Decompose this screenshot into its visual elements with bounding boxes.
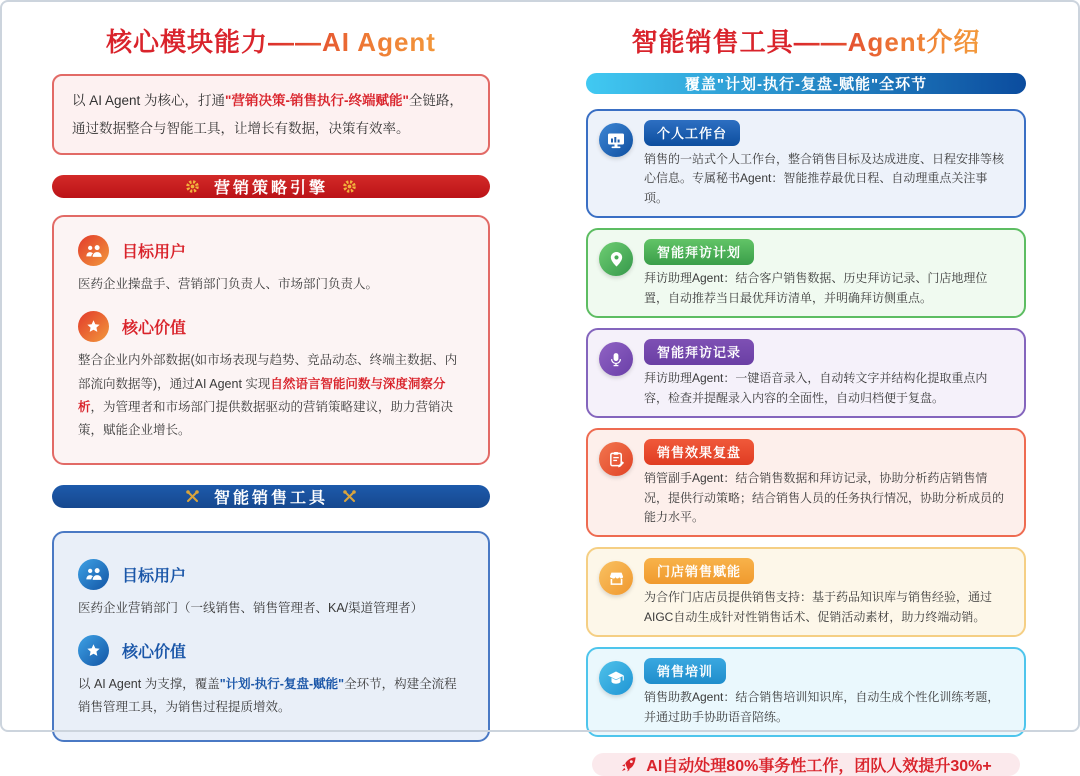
card-description: 销管副手Agent：结合销售数据和拜访记录，协助分析药店销售情况，提供行动策略；结合销售人员的任务执行情况，协助分析成员的能力水平。 <box>644 471 1005 524</box>
target-users-heading <box>78 235 464 266</box>
card-content <box>644 339 1011 408</box>
intro-box <box>52 74 490 155</box>
core-value-post: 全环节，构建全流程销售管理工具，为销售过程提质增效。 <box>78 677 457 715</box>
target-users-body: 医药企业营销部门（一线销售、销售管理者、KA/渠道管理者） <box>78 600 424 615</box>
card-content <box>644 120 1011 208</box>
clipboard-pencil-icon <box>599 442 633 476</box>
card-description: 拜访助理Agent：一键语音录入，自动转文字并结构化提取重点内容，检查并提醒录入内容的全面性，自动归档便于复盘。 <box>644 371 988 405</box>
card-description: 销售助教Agent：结合销售培训知识库，自动生成个性化训练考题，并通过助手协助语音陪练。 <box>644 690 1000 724</box>
monitor-icon <box>599 123 633 157</box>
card-description: 拜访助理Agent：结合客户销售数据、历史拜访记录、门店地理位置，自动推荐当日最优拜访清单，并明确拜访侧重点。 <box>644 271 988 305</box>
card-smart-visit-plan <box>586 228 1026 318</box>
card-description: 为合作门店店员提供销售支持：基于药品知识库与销售经验，通过AIGC自动生成针对性销售话术、促销活动素材，助力终端动销。 <box>644 590 993 624</box>
right-column <box>586 22 1026 776</box>
card-personal-workbench <box>586 109 1026 218</box>
core-value-body <box>78 349 464 442</box>
card-sales-review <box>586 428 1026 537</box>
gear-icon <box>185 179 200 194</box>
card-badge: 门店销售赋能 <box>644 558 754 584</box>
core-value-title: 核心价值 <box>122 320 187 338</box>
left-page-title: 核心模块能力——AI Agent <box>52 22 490 59</box>
card-badge: 销售培训 <box>644 658 726 684</box>
marketing-engine-pill <box>52 175 490 198</box>
users-icon <box>78 235 109 266</box>
card-description: 销售的一站式个人工作台，整合销售目标及达成进度、日程安排等核心信息。专属秘书Agent：智能推荐最优日程、自动理重点关注事项。 <box>644 152 1005 205</box>
target-users-title: 目标用户 <box>122 567 187 585</box>
graduation-cap-icon <box>599 661 633 695</box>
microphone-icon <box>599 342 633 376</box>
map-pin-icon <box>599 242 633 276</box>
right-page-title: 智能销售工具——Agent介绍 <box>586 22 1026 59</box>
crossed-tools-icon <box>185 489 200 504</box>
target-users-title: 目标用户 <box>122 244 187 262</box>
core-value-body <box>78 673 464 719</box>
users-icon <box>78 559 109 590</box>
crossed-tools-icon <box>342 489 357 504</box>
target-users-body: 医药企业操盘手、营销部门负责人、市场部门负责人。 <box>78 277 379 292</box>
card-content <box>644 558 1011 627</box>
card-badge: 智能拜访计划 <box>644 239 754 265</box>
efficiency-claim-pill <box>592 753 1019 776</box>
core-value-pre: 整合企业内外部数据(如市场表现与趋势、竞品动态、终端主数据、内部流向数据等)，通过AI Agent 实现 <box>78 353 458 391</box>
core-value-title: 核心价值 <box>122 644 187 662</box>
coverage-banner: 覆盖"计划-执行-复盘-赋能"全环节 <box>586 73 1026 94</box>
core-value-highlight: "计划-执行-复盘-赋能" <box>219 677 345 692</box>
core-value-pre: 以 AI Agent 为支撑，覆盖 <box>78 677 220 692</box>
intro-text-post: 全链路，通过数据整合与智能工具，让增长有数据，决策有效率。 <box>72 93 463 136</box>
sales-tools-pill <box>52 485 490 508</box>
card-store-enablement <box>586 547 1026 637</box>
rocket-icon <box>620 756 637 773</box>
card-badge: 智能拜访记录 <box>644 339 754 365</box>
card-smart-visit-record <box>586 328 1026 418</box>
card-content <box>644 439 1011 527</box>
sales-tools-pill-label: 智能销售工具 <box>213 489 328 507</box>
card-content <box>644 658 1011 727</box>
marketing-engine-box <box>52 215 490 465</box>
core-value-heading <box>78 311 464 342</box>
sales-tools-box <box>52 531 490 742</box>
marketing-engine-pill-label: 营销策略引擎 <box>213 180 328 198</box>
card-content <box>644 239 1011 308</box>
star-icon <box>78 311 109 342</box>
target-users-heading <box>78 559 464 590</box>
agent-card-list <box>586 109 1026 737</box>
core-value-heading <box>78 635 464 666</box>
intro-text-pre: 以 AI Agent 为核心，打通 <box>72 93 226 108</box>
gear-icon <box>342 179 357 194</box>
left-column <box>52 22 490 732</box>
card-badge: 销售效果复盘 <box>644 439 754 465</box>
card-sales-training <box>586 647 1026 737</box>
storefront-icon <box>599 561 633 595</box>
card-badge: 个人工作台 <box>644 120 740 146</box>
core-value-highlight: 自然语言智能问数与深度洞察分析 <box>78 376 446 414</box>
efficiency-claim-text: AI自动处理80%事务性工作，团队人效提升30%+ <box>646 758 992 776</box>
intro-text-highlight: "营销决策-销售执行-终端赋能" <box>225 93 409 108</box>
star-icon <box>78 635 109 666</box>
core-value-post: ，为管理者和市场部门提供数据驱动的营销策略建议，助力营销决策，赋能企业增长。 <box>78 399 454 437</box>
